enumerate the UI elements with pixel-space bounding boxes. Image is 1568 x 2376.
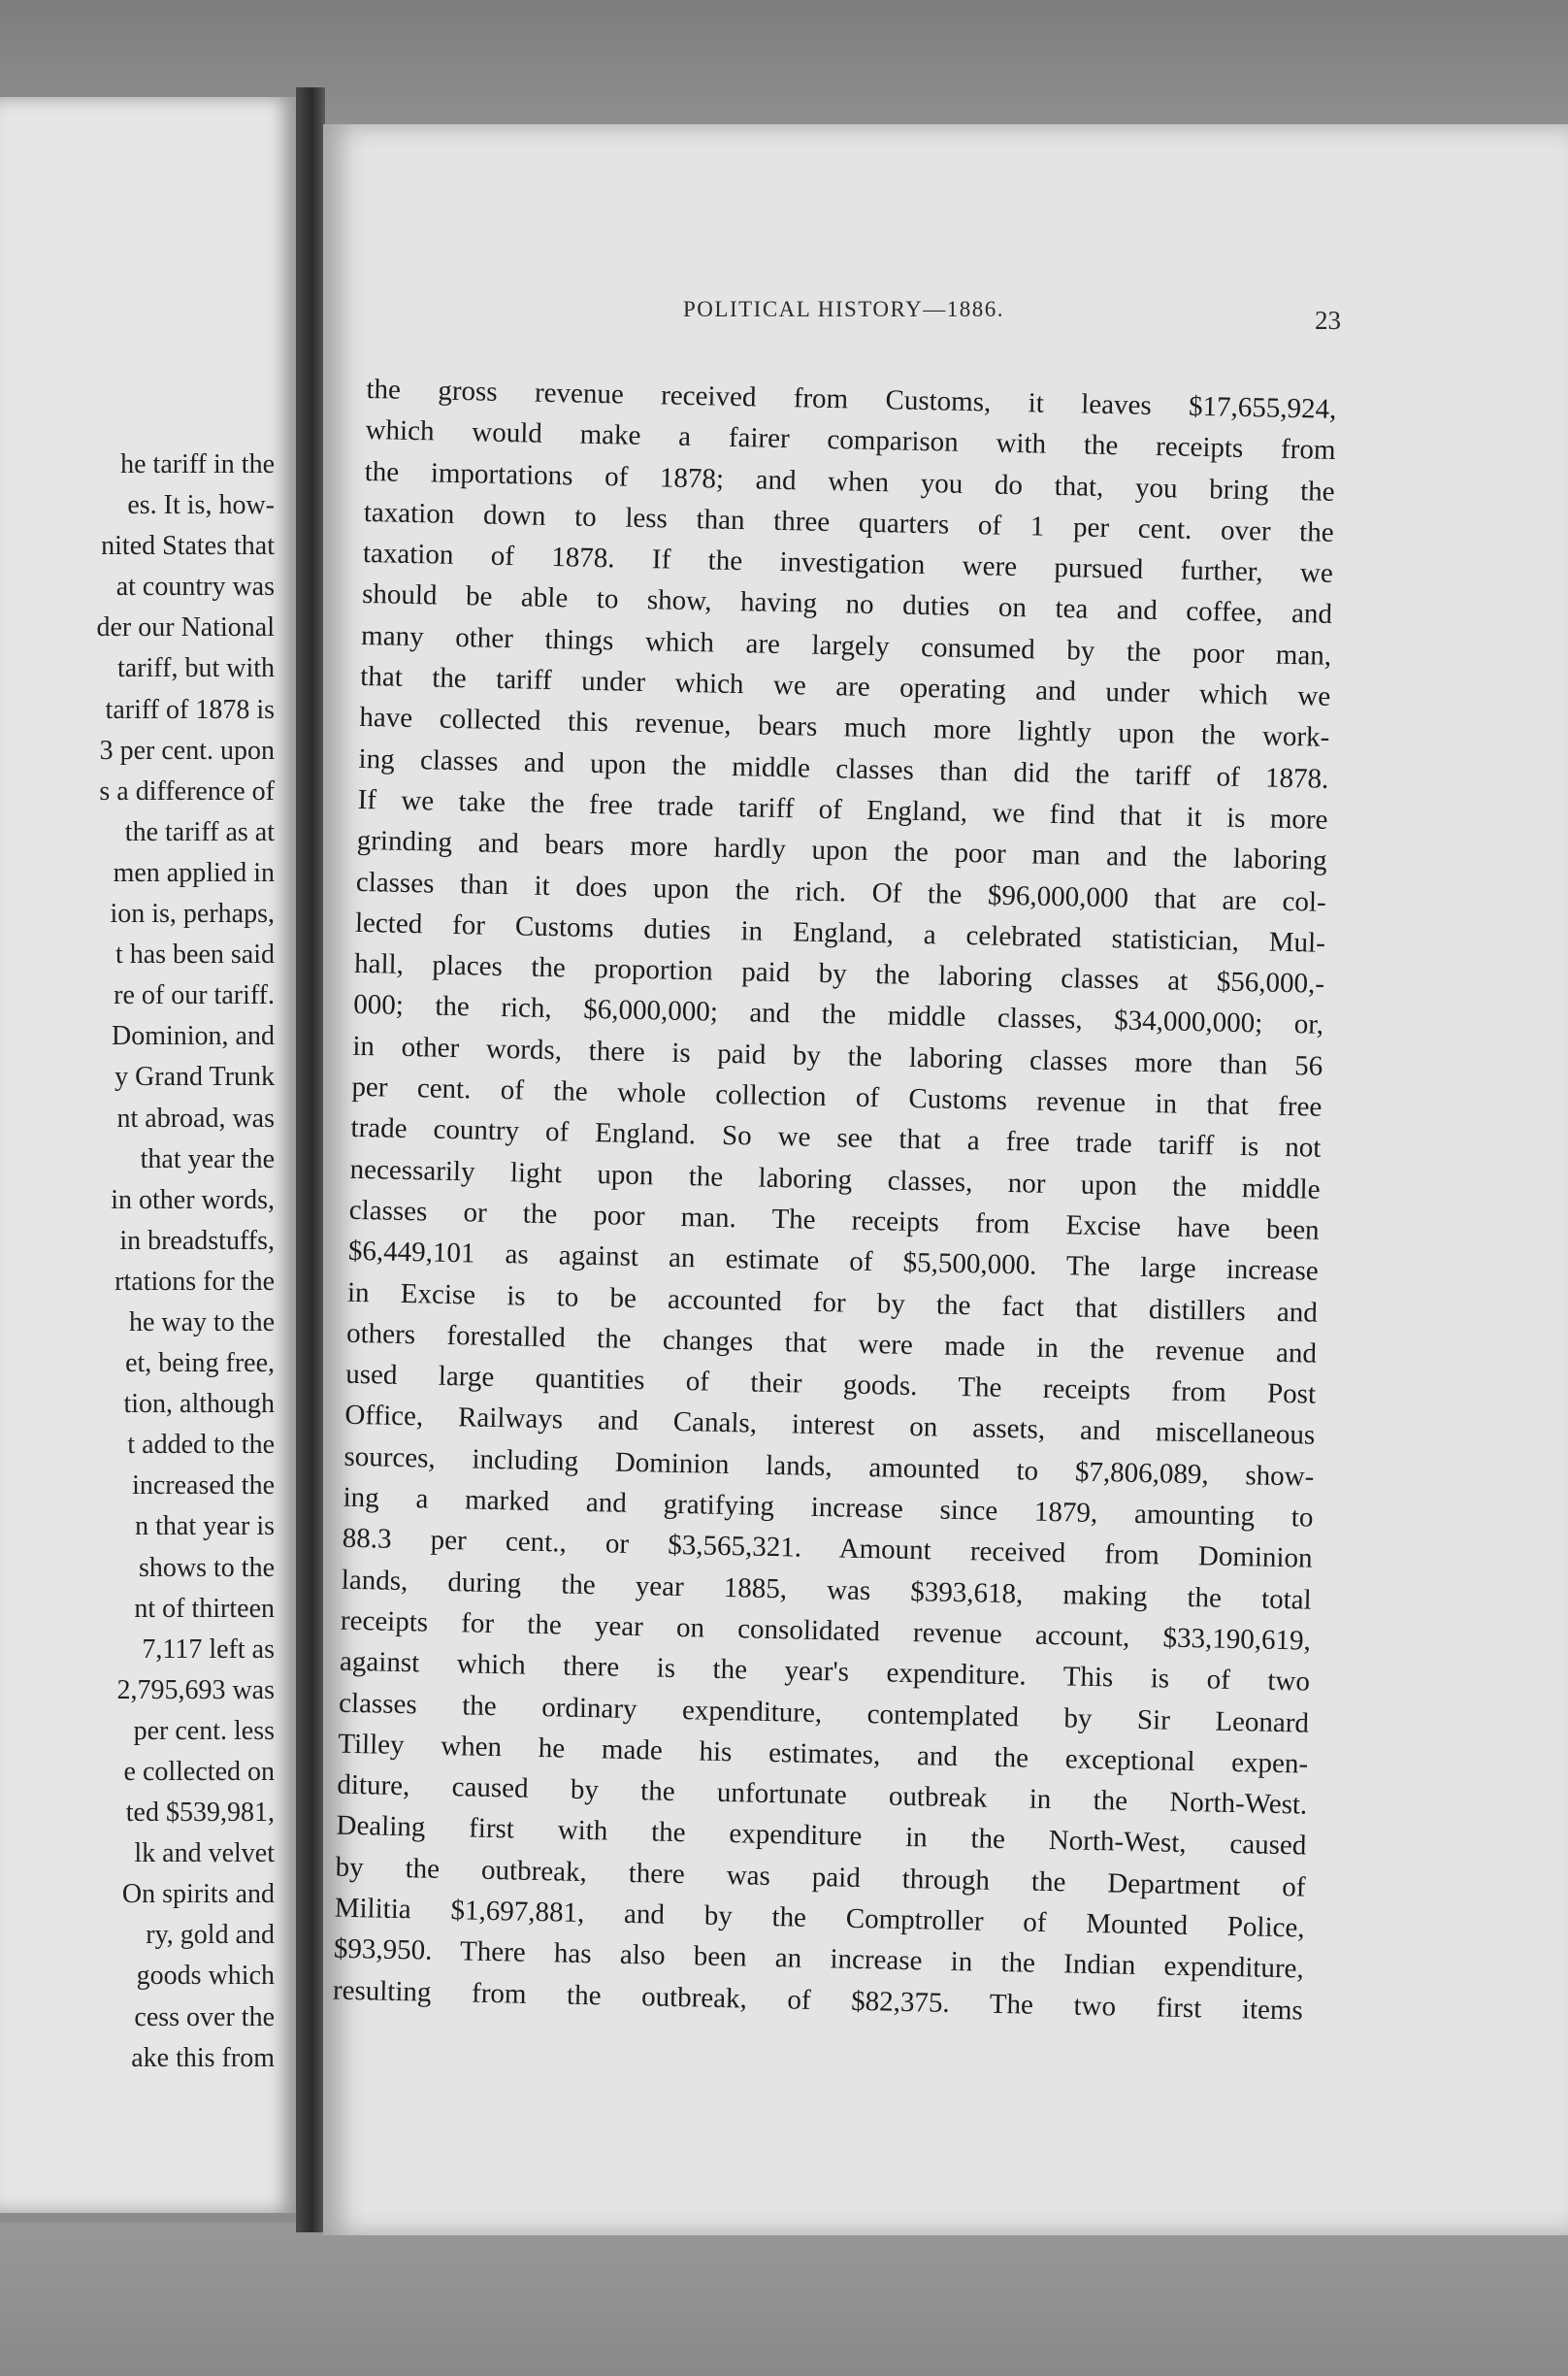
body-line: per cent. of the whole collection of Customs revenue in that free — [351, 1071, 1323, 1123]
body-line: others forestalled the changes that were made in the revenue and — [345, 1317, 1318, 1370]
body-line: classes the ordinary expenditure, contemplated by Sir Leonard — [338, 1687, 1310, 1739]
body-line: If we take the free trade tariff of England, we find that it is more — [357, 783, 1328, 836]
body-line: the importations of 1878; and when you do that, you bring the — [364, 455, 1335, 508]
left-page-line: in breadstuffs, — [119, 1225, 275, 1256]
body-line: necessarily light upon the laboring classes, nor upon the middle — [349, 1153, 1321, 1205]
left-page-line: he tariff in the — [120, 449, 275, 479]
body-line: ing classes and upon the middle classes than did the tariff of 1878. — [358, 742, 1329, 795]
body-line: by the outbreak, there was paid through the Department of — [335, 1851, 1306, 1903]
left-page-line: On spirits and — [121, 1879, 275, 1910]
left-page-line: lk and velvet — [134, 1838, 275, 1869]
left-page-line: re of our tariff. — [114, 980, 275, 1011]
left-page-line: der our National — [96, 612, 275, 644]
body-line: $93,950. There has also been an increase in the Indian expenditure, — [333, 1932, 1305, 1985]
left-page-line: at country was — [115, 572, 275, 603]
left-page-line: n that year is — [135, 1511, 275, 1542]
body-line: lands, during the year 1885, was $393,618, making the total — [341, 1564, 1312, 1616]
body-line: have collected this revenue, bears much more lightly upon the work- — [359, 702, 1330, 754]
body-line: Militia $1,697,881, and by the Comptroller of Mounted Police, — [334, 1892, 1305, 1944]
body-line: lected for Customs duties in England, a celebrated statistician, Mul- — [354, 907, 1326, 959]
body-line: classes or the poor man. The receipts from Excise have been — [348, 1194, 1320, 1246]
body-line: many other things which are largely consumed by the poor man, — [360, 619, 1332, 672]
left-page-line: 2,795,693 was — [116, 1674, 275, 1705]
body-line: resulting from the outbreak, of $82,375. The two first items — [332, 1974, 1304, 2027]
body-line: hall, places the proportion paid by the laboring classes at $56,000,- — [353, 948, 1325, 1000]
left-page-line: ion is, perhaps, — [110, 899, 275, 930]
body-line: Office, Railways and Canals, interest on assets, and miscellaneous — [344, 1400, 1316, 1452]
body-line: in Excise is to be accounted for by the fact that distillers and — [346, 1276, 1319, 1329]
book-gutter — [296, 87, 325, 2232]
left-page-line: men applied in — [113, 857, 275, 888]
left-page-line: y Grand Trunk — [114, 1062, 275, 1093]
body-line: taxation down to less than three quarters of 1 per cent. over the — [363, 496, 1335, 548]
body-line: classes than it does upon the rich. Of the $96,000,000 that are col- — [355, 866, 1327, 918]
left-page-line: nt of thirteen — [134, 1593, 275, 1624]
left-page-line: ake this from — [131, 2042, 275, 2073]
body-line: diture, caused by the unfortunate outbreak in the North-West. — [337, 1768, 1308, 1821]
left-page-line: cess over the — [134, 2001, 275, 2032]
left-page-line: et, being free, — [125, 1348, 275, 1379]
left-page-line: the tariff as at — [124, 816, 275, 847]
scan-background-bottom — [0, 2223, 1568, 2376]
left-page-line: ted $539,981, — [125, 1798, 275, 1829]
running-head: POLITICAL HISTORY—1886. — [683, 297, 1004, 321]
body-line: $6,449,101 as against an estimate of $5,500,000. The large increase — [347, 1236, 1320, 1287]
left-page-line: s a difference of — [99, 776, 275, 807]
body-line: trade country of England. So we see that a free trade tariff is not — [350, 1112, 1322, 1165]
body-line: which would make a fairer comparison with the receipts from — [365, 414, 1336, 467]
left-page-line: es. It is, how- — [127, 490, 275, 521]
body-line: against which there is the year's expenditure. This is of two — [339, 1645, 1311, 1698]
body-line: in other words, there is paid by the laboring classes more than 56 — [352, 1030, 1323, 1082]
body-text — [333, 369, 1337, 2030]
left-page-line: he way to the — [128, 1306, 275, 1337]
body-line: taxation of 1878. If the investigation were pursued further, we — [362, 538, 1334, 590]
body-line: that the tariff under which we are operating and under which we — [360, 661, 1331, 712]
left-page-line: rtations for the — [114, 1266, 275, 1297]
left-page-line: e collected on — [123, 1757, 275, 1787]
left-page-line: Dominion, and — [112, 1021, 275, 1052]
left-page-line: ry, gold and — [146, 1920, 275, 1951]
body-line: used large quantities of their goods. The receipts from Post — [344, 1358, 1317, 1410]
left-page-line: t has been said — [114, 940, 275, 971]
body-line: Dealing first with the expenditure in the North-West, caused — [336, 1810, 1307, 1863]
body-line: the gross revenue received from Customs, it leaves $17,655,924, — [366, 373, 1337, 425]
left-page-line: that year the — [140, 1143, 275, 1174]
left-page-line: 7,117 left as — [142, 1634, 275, 1665]
left-page — [0, 97, 296, 2213]
left-page-line: nited States that — [101, 531, 275, 562]
left-page-line: tion, although — [123, 1389, 275, 1420]
body-line: sources, including Dominion lands, amounted to $7,806,089, show- — [343, 1440, 1315, 1493]
left-page-line: goods which — [136, 1961, 275, 1992]
left-page-line: tariff of 1878 is — [105, 694, 275, 725]
body-line: Tilley when he made his estimates, and the exceptional expen- — [337, 1728, 1309, 1780]
body-line: 000; the rich, $6,000,000; and the middle classes, $34,000,000; or, — [352, 989, 1324, 1041]
left-page-line: 3 per cent. upon — [99, 735, 275, 766]
page-number: 23 — [1315, 306, 1341, 335]
body-line: grinding and bears more hardly upon the poor man and the laboring — [356, 825, 1327, 877]
left-page-line: t added to the — [127, 1430, 275, 1461]
body-line: receipts for the year on consolidated revenue account, $33,190,619, — [340, 1604, 1312, 1657]
left-page-line: in other words, — [111, 1184, 275, 1215]
left-page-line: per cent. less — [133, 1715, 275, 1746]
left-page-line: increased the — [132, 1470, 275, 1502]
left-page-text — [0, 445, 275, 2079]
left-page-line: tariff, but with — [116, 653, 275, 684]
body-line: should be able to show, having no duties on tea and coffee, and — [361, 578, 1333, 631]
body-line: 88.3 per cent., or $3,565,321. Amount received from Dominion — [342, 1523, 1313, 1574]
left-page-line: nt abroad, was — [116, 1103, 275, 1134]
left-page-line: shows to the — [139, 1552, 275, 1583]
body-line: ing a marked and gratifying increase since 1879, amounting to — [343, 1481, 1314, 1534]
